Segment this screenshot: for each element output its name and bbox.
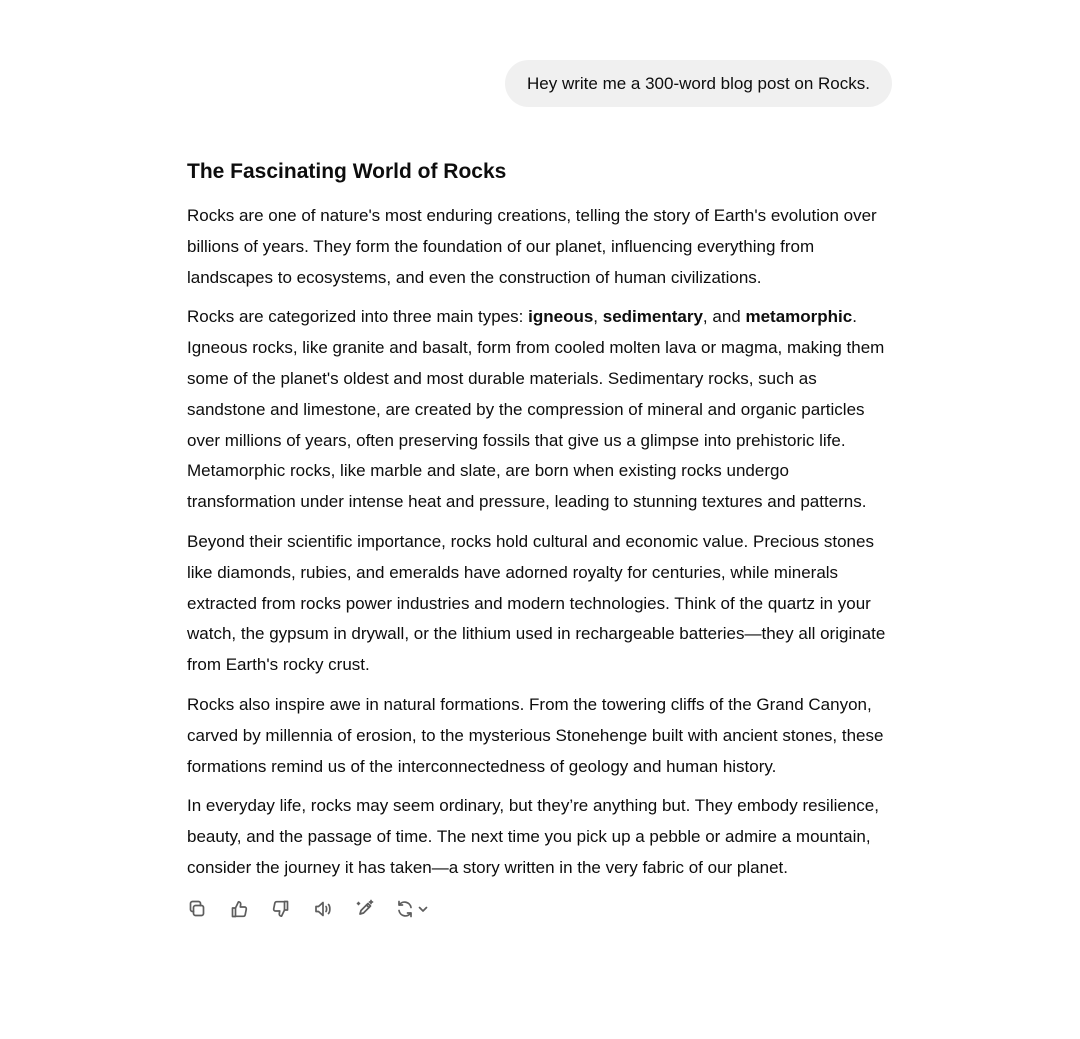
- top-fade: [0, 0, 1080, 4]
- rock-type-igneous: igneous: [528, 307, 594, 327]
- copy-button[interactable]: [185, 897, 209, 921]
- paragraph-rock-types: [187, 302, 895, 518]
- user-message-row: [505, 60, 892, 107]
- thumbs-up-icon: [229, 899, 249, 919]
- read-aloud-icon: [313, 899, 333, 919]
- rock-types-intro: Rocks are categorized into three main types:: [187, 307, 529, 327]
- rock-types-sep-2: , and: [702, 307, 746, 327]
- good-response-button[interactable]: [227, 897, 251, 921]
- rock-types-rest: . Igneous rocks, like granite and basalt, form from cooled molten lava or magma, making them some of the planet's oldest and most durable materials. Sedimentary rocks, such as sandstone and limestone, are created by the compression of mineral and organic particles over millions of years, often preserving fossils that give us a glimpse into prehistoric life. Metamorphic rocks, like marble and slate, are born when existing rocks undergo transformation under intense heat and pressure, leading to stunning textures and patterns.: [187, 307, 885, 512]
- paragraph-intro: Rocks are one of nature's most enduring creations, telling the story of Earth's evolution over billions of years. They form the foundation of our planet, influencing everything from landscapes to ecosystems, and even the construction of human civilizations.: [187, 206, 877, 287]
- edit-sparkle-icon: [355, 899, 375, 919]
- regenerate-button[interactable]: [395, 897, 431, 921]
- chevron-down-icon: [417, 903, 429, 915]
- bad-response-button[interactable]: [269, 897, 293, 921]
- paragraph-formations: Rocks also inspire awe in natural formations. From the towering cliffs of the Grand Canyon, carved by millennia of erosion, to the mysterious Stonehenge built with ancient stones, these formations remind us of the interconnectedness of geology and human history.: [187, 694, 884, 776]
- rock-types-sep-1: ,: [593, 307, 603, 327]
- thumbs-down-icon: [271, 899, 291, 919]
- read-aloud-button[interactable]: [311, 897, 335, 921]
- user-message-bubble: Hey write me a 300-word blog post on Rocks.: [505, 60, 892, 107]
- rock-type-metamorphic: metamorphic: [745, 307, 853, 327]
- assistant-message: [187, 156, 895, 921]
- post-title: The Fascinating World of Rocks: [187, 160, 507, 183]
- regenerate-icon: [395, 899, 415, 919]
- paragraph-everyday: In everyday life, rocks may seem ordinary, but they’re anything but. They embody resilience, beauty, and the passage of time. The next time you pick up a pebble or admire a mountain, consider the journey it has taken—a story written in the very fabric of our planet.: [187, 796, 879, 877]
- edit-in-canvas-button[interactable]: [353, 897, 377, 921]
- paragraph-value: Beyond their scientific importance, rocks hold cultural and economic value. Precious stones like diamonds, rubies, and emeralds have adorned royalty for centuries, while minerals extracted from rocks power industries and modern technologies. Think of the quartz in your watch, the gypsum in drywall, or the lithium used in rechargeable batteries—they all originate from Earth's rocky crust.: [187, 531, 886, 675]
- rock-type-sedimentary: sedimentary: [602, 307, 703, 327]
- message-actions: [185, 897, 895, 921]
- copy-icon: [187, 899, 207, 919]
